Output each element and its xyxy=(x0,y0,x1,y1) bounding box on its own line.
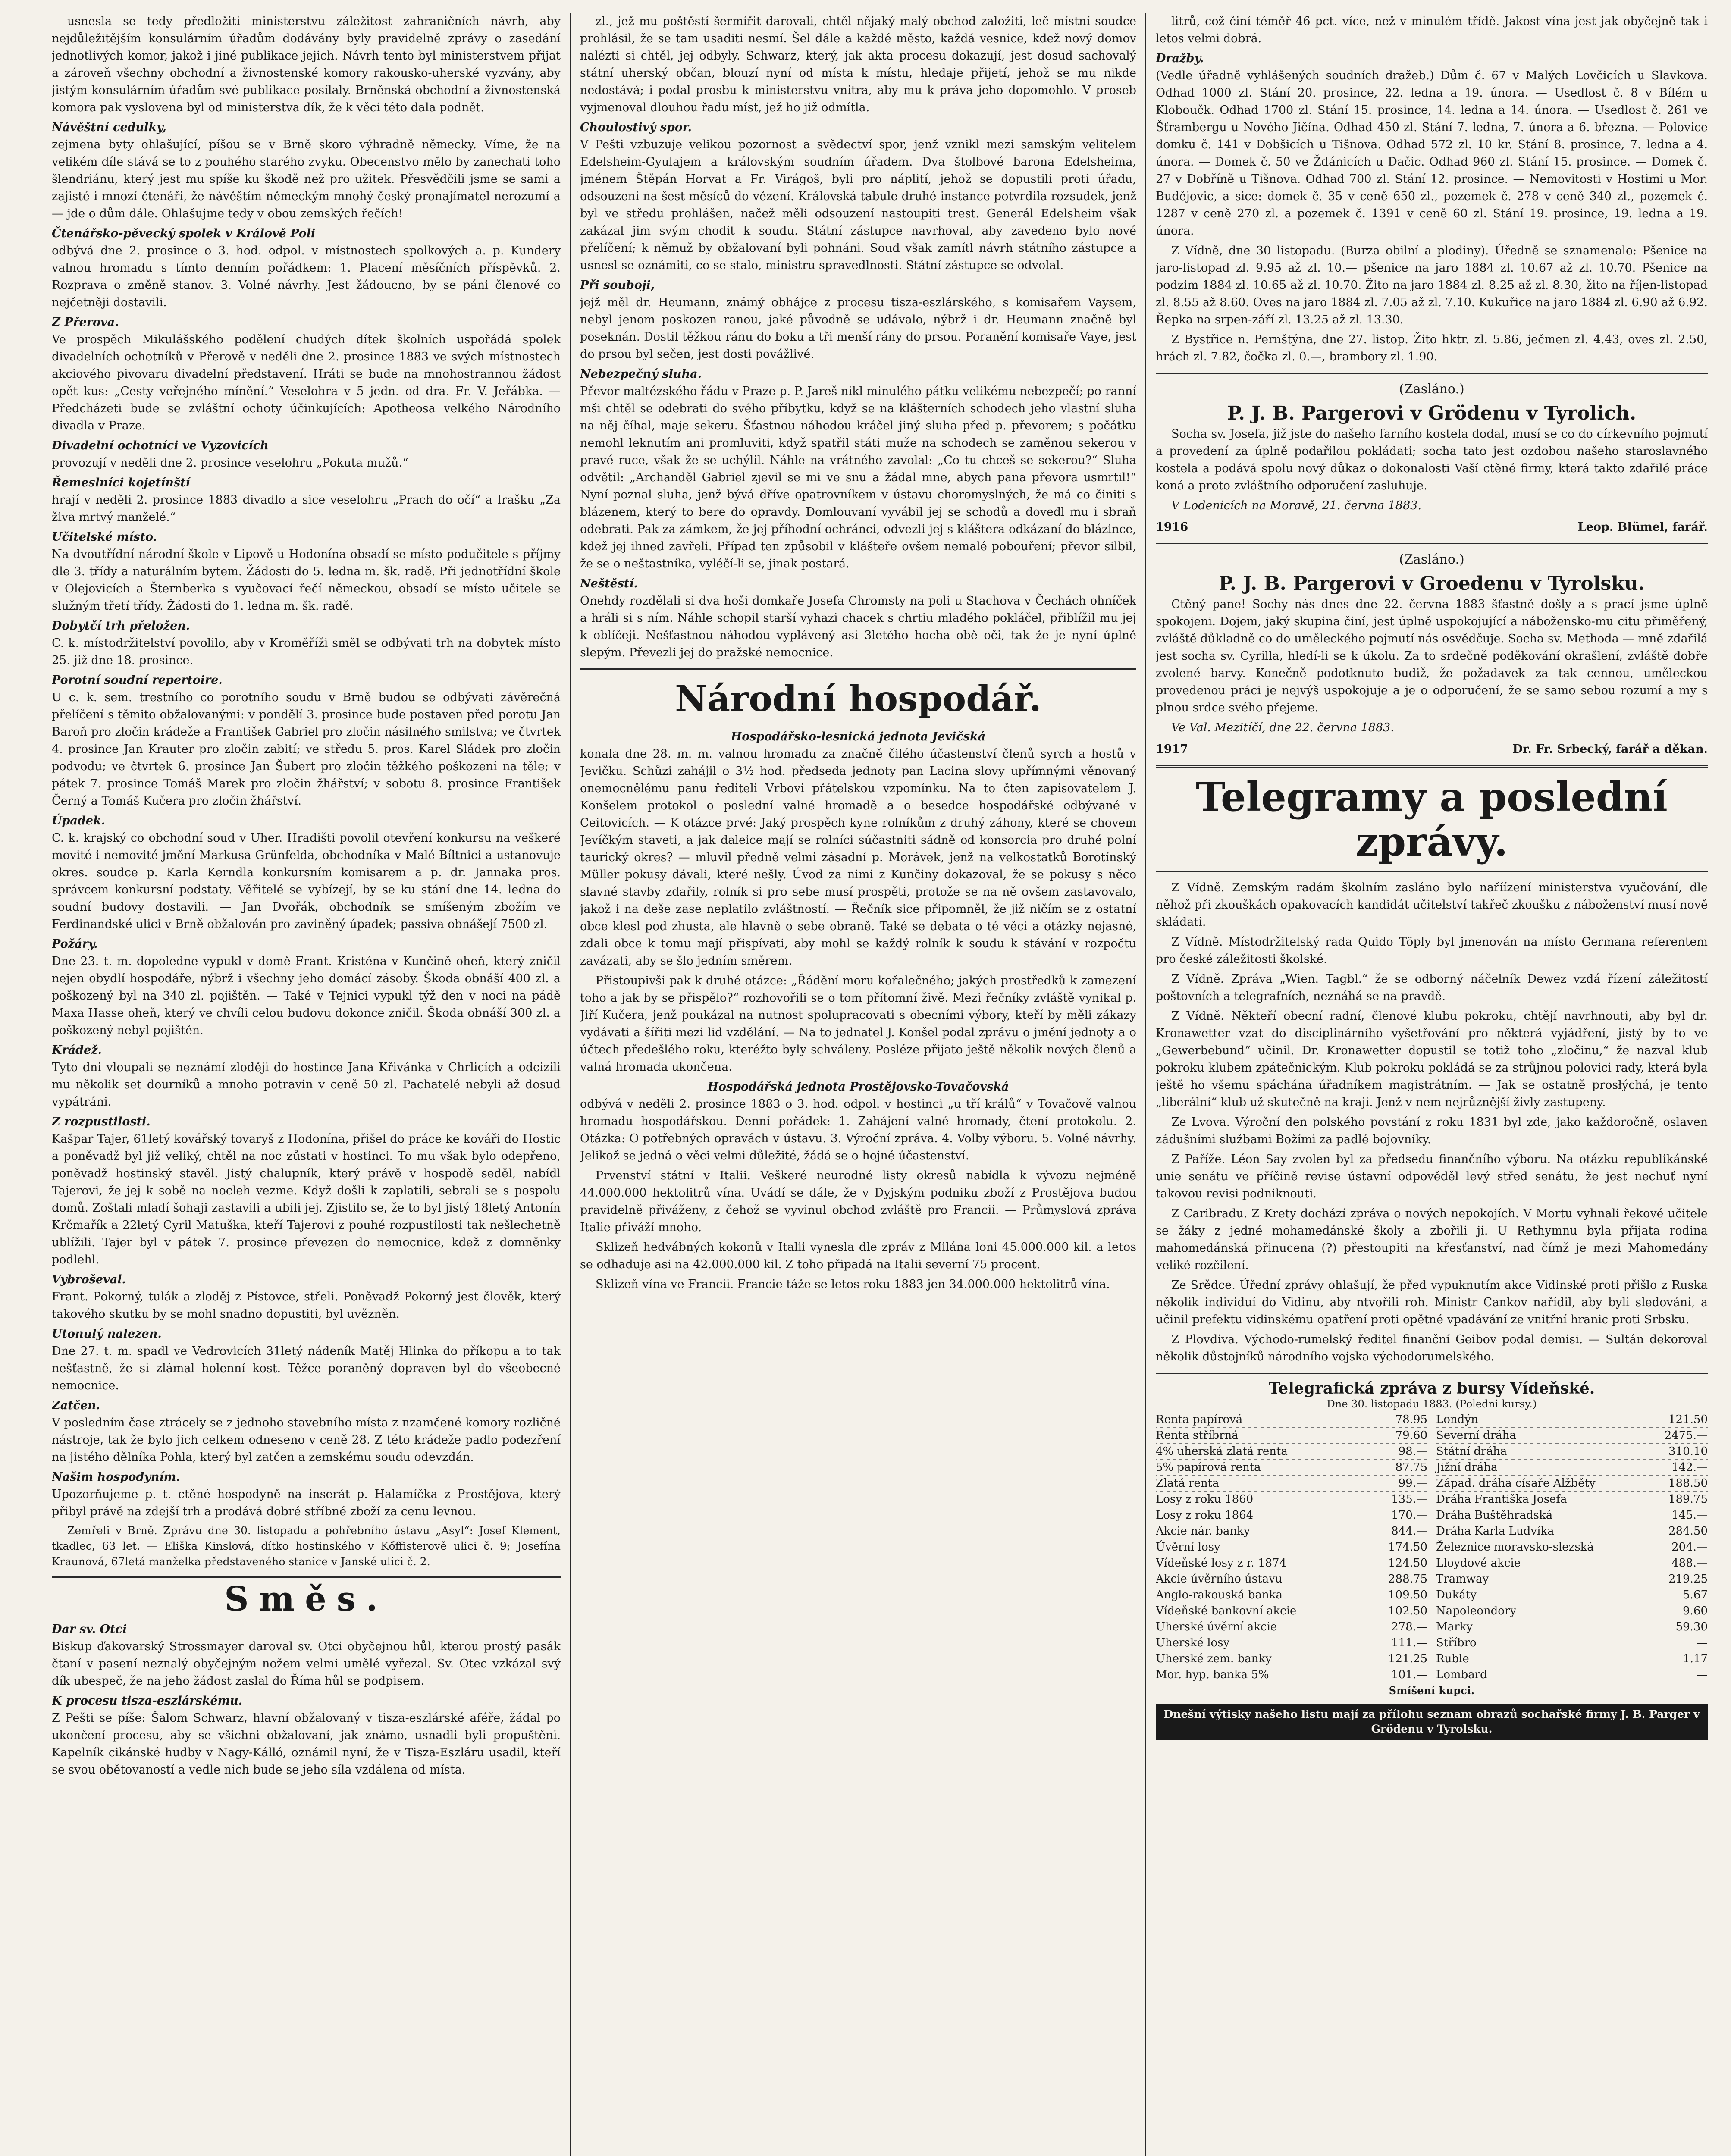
stock-name: Úvěrní losy xyxy=(1156,1541,1220,1554)
stock-price: 310.10 xyxy=(1668,1445,1708,1458)
ad-title: P. J. B. Pargerovi v Groedenu v Tyrolsku. xyxy=(1218,573,1645,595)
article-heading: Požáry. xyxy=(52,937,98,951)
article-text: V Pešti vzbuzuje velikou pozornost a svědectví spor, jenž vznikl mezi samským velitelem Edelsheim-Gyulajem a královským soudním úřadem. Dva štolbové barona Edelsheima, jménem Štěpán Horvat a Fr. Virágoš, byli pro náplití, jehož se dopustili proti úřadu, odsouzeni na šest měsíců do vězení. Královská tabule druhé instance potvrdila rozsudek, jenž byl ve středu prohlášen, načež měli odsouzení nastoupiti trest. Generál Edelsheim však zakázal jim svým chodit k soudu. Státní zástupce navrhoval, aby zavedeno bylo nové přelíčení; k němuž by obžalovaní byli pohnáni. Soud však zamítl návrh státního zástupce a usnesl se oznámiti, co se stalo, ministru spravedlnosti. Státní zástupce se odvolal. xyxy=(580,138,1136,272)
column-1 xyxy=(52,13,561,2156)
stock-name: Lombard xyxy=(1436,1668,1487,1681)
ad-place-date: V Lodenicích na Moravě, 21. června 1883. xyxy=(1171,499,1421,512)
stock-price: 79.60 xyxy=(1395,1429,1427,1442)
article-heading: Dražby. xyxy=(1156,52,1204,65)
column-2 xyxy=(580,13,1136,2156)
stock-row xyxy=(1436,1571,1708,1587)
stock-price: 121.25 xyxy=(1388,1652,1427,1665)
stock-name: Jižní dráha xyxy=(1436,1461,1498,1474)
article-heading: Při souboji, xyxy=(580,279,655,292)
stock-price: 78.95 xyxy=(1395,1413,1427,1426)
stock-name: Lloydové akcie xyxy=(1436,1557,1521,1570)
stock-name: Mor. hyp. banka 5% xyxy=(1156,1668,1269,1681)
article-heading: Úpadek. xyxy=(52,814,106,827)
telegram-item: Ze Lvova. Výroční den polského povstání z roku 1831 byl zde, jako každoročně, oslaven zádušními službami Božími za padlé bojovníky. xyxy=(1156,1116,1708,1146)
stock-price: 278.— xyxy=(1391,1620,1427,1633)
stock-row xyxy=(1156,1523,1427,1539)
ad-number: 1917 xyxy=(1156,743,1188,756)
article xyxy=(580,575,1136,661)
stock-price: 9.60 xyxy=(1683,1604,1708,1617)
stock-name: Anglo-rakouská banka xyxy=(1156,1589,1283,1601)
article-heading: Krádež. xyxy=(52,1044,102,1057)
article xyxy=(52,474,561,526)
stock-name: Londýn xyxy=(1436,1413,1478,1426)
article-text: Dne 23. t. m. dopoledne vypukl v domě Frant. Kristéna v Kunčině oheň, který zničil nejen obydlí hospodáře, nýbrž i všechny jeho domácí zásoby. Škoda obnáší 400 zl. a poškozený byl na 340 zl. pojištěn. — Také v Tejnici vypukl týž den v noci na pádě Maxa Hasse oheň, který ve chvíli celou budovu dokonce zničil. Škoda obnáší 300 zl. a poškozený nebyl pojištěn. xyxy=(52,955,561,1037)
article-text: Onehdy rozdělali si dva hoši domkaře Josefa Chromsty na poli u Stachova v Čechách ohníček a hráli si s ním. Náhle schopil starší vyhazi chacek s chrtiu mladého pokláčel, přiblížil mu jej k oblíčeji. Nešťastnou náhodou vyplávený asi 3letého hocha obě oči, tak že je nyní úplně slepým. Převezli jej do pražské nemocnice. xyxy=(580,594,1136,659)
article-text: Prvenství státní v Italii. Veškeré neurodné listy okresů nabídla k vývozu nejméně 44.000.000 hektolitrů vína. Uvádí se dále, že v Dyjským podniku zboží z Prostějova budou pravidelně přiváženy, z čehož se vyvinul obchod zvláště pro Francii. — Průmyslová zpráva Italie přiváží mnoho. xyxy=(580,1169,1136,1234)
column-3 xyxy=(1156,13,1708,2156)
article xyxy=(52,672,561,810)
stock-row xyxy=(1436,1444,1708,1460)
stock-price: 189.75 xyxy=(1668,1493,1708,1506)
stock-price: 5.67 xyxy=(1683,1589,1708,1601)
stock-row xyxy=(1436,1523,1708,1539)
article-text: litrů, což činí téměř 46 pct. více, než v minulém třídě. Jakost vína jest jak obyčejně tak i letos velmi dobrá. xyxy=(1156,15,1708,45)
stock-row xyxy=(1156,1667,1427,1683)
article-heading: Utonulý nalezen. xyxy=(52,1327,162,1341)
stock-price: 98.— xyxy=(1398,1445,1427,1458)
stock-name: Uherské úvěrní akcie xyxy=(1156,1620,1277,1633)
stock-row xyxy=(1436,1412,1708,1428)
telegram-item: Z Plovdiva. Východo-rumelský ředitel finanční Geibov podal demisi. — Sultán dekoroval několik důstojníků národního vojska východorumelského. xyxy=(1156,1333,1708,1363)
article-text: odbývá dne 2. prosince o 3. hod. odpol. v místnostech spolkových a. p. Kundery valnou hromadu s tímto denním pořádkem: 1. Placení měsíčních příspěvků. 2. Rozprava o změně stanov. 3. Volné návrhy. Jest žádoucno, by se páni členové co nejčetněji dostavili. xyxy=(52,244,561,309)
stock-price: 111.— xyxy=(1391,1636,1427,1649)
article xyxy=(52,1397,561,1466)
stock-row xyxy=(1436,1667,1708,1683)
article-text: Upozorňujeme p. t. ctěné hospodyně na inserát p. Halamíčka z Prostějova, který přibyl právě na zdejší trh a prodává dobré stříbné zboží za cenu levnou. xyxy=(52,1488,561,1518)
article-text: jejž měl dr. Heumann, známý obhájce z procesu tisza-eszlárského, s komisařem Vaysem, nebyl jenom poskozen ranou, jaké původně se udávalo, nýbrž i dr. Heumann značně byl poseknán. Dostil těžkou ránu do boku a tři menší rány do prsou. Poranění komisaře Vaye, jest do prsou byl sečen, jest dosti povážlivé. xyxy=(580,296,1136,361)
stock-name: Ruble xyxy=(1436,1652,1469,1665)
stock-price: — xyxy=(1697,1668,1708,1681)
article xyxy=(580,277,1136,363)
stock-name: Dukáty xyxy=(1436,1589,1477,1601)
stock-row xyxy=(1156,1571,1427,1587)
article xyxy=(52,617,561,669)
stock-price: 170.— xyxy=(1391,1509,1427,1522)
article-text: C. k. krajský co obchodní soud v Uher. Hradišti povolil otevření konkursu na veškeré movité i nemovité jmění Markusa Grünfelda, obchodníka v Malé Bíltnici a ustanovuje okres. soudce p. Karla Kerndla konkursním komisarem a p. dr. Jannaka pros. správcem konkursní podstaty. Věřitelé se vybízejí, by se ku stání dne 14. ledna do soudní budovy dostavili. — Jan Dvořák, obchodník se smíšeným zbožím ve Ferdinandské ulici v Brně obžalován pro zaviněný úpadek; passiva obnášejí 7500 zl. xyxy=(52,831,561,931)
ad-body: Ctěný pane! Sochy nás dnes dne 22. června 1883 šťastně došly a s prací jsme úplně spokojeni. Dojem, jaký skupina činí, jest úplně uspokojující a nábožensko-mu citu přiměřený, zvláště důkladně co do uměleckého pojmutí nás osvědčuje. Socha sv. Methoda — mně zdařilá jest socha sv. Cyrilla, hledí-li se k úkolu. Za to srdečně poděkování okrašlení, zvláště dobře zvolené barvy. Konečně podotknuto budiž, že požadavek za tak cennou, uměleckou provedenou práci je nejvýš uspokojuje a je o odporučení, že se samo sebou rozumí a my s plnou srdce svého přejeme. xyxy=(1156,598,1708,714)
stock-exchange-subtitle: Dne 30. listopadu 1883. (Poledni kursy.) xyxy=(1326,1398,1537,1410)
stock-price: 488.— xyxy=(1671,1557,1708,1570)
zaslano-label: (Zasláno.) xyxy=(1399,382,1464,397)
article-text: Biskup ďakovarský Strossmayer daroval sv. Otci obyčejnou hůl, kterou prostý pasák čtaní v pasení neznalý obyčejným nožem velmi umělé vyřezal. Sv. Otec vzkázal svý dík ubespeč, že na jeho žádost zaslal do Říma hůl se podpisem. xyxy=(52,1640,561,1688)
section-divider xyxy=(1156,373,1708,374)
article-text: Tyto dni vloupali se neznámí zloději do hostince Jana Křivánka v Chrlicích a odcizili mu několik set dourníků a mnoho potravin v ceně 50 zl. Pachatelé nebyli až dosud vypátráni. xyxy=(52,1061,561,1109)
section-divider xyxy=(1156,543,1708,544)
article-heading: Dobytčí trh přeložen. xyxy=(52,619,190,633)
stock-name: Renta stříbrná xyxy=(1156,1429,1239,1442)
section-heading-smes: Směs. xyxy=(224,1579,388,1619)
article-text: Sklizeň vína ve Francii. Francie táže se letos roku 1883 jen 34.000.000 hektolitrů vína. xyxy=(596,1278,1110,1291)
obituary-text: Zemřeli v Brně. Zprávu dne 30. listopadu a pohřebního ústavu „Asyl“: Josef Klement, tkadlec, 63 let. — Eliška Kinslová, dítko hostinského v Kőffisterově ulici č. 9; Josefína Kraunová, 67letá manželka představeného stanice v Janské ulici č. 2. xyxy=(52,1524,561,1568)
stock-name: 5% papírová renta xyxy=(1156,1461,1261,1474)
stock-name: Zlatá renta xyxy=(1156,1477,1219,1490)
article-heading: K procesu tisza-eszlárskému. xyxy=(52,1694,243,1708)
article-heading: Divadelní ochotníci ve Vyzovicích xyxy=(52,439,269,452)
article-text: odbývá v neděli 2. prosince 1883 o 3. hod. odpol. v hostinci „u tří králů“ v Tovačově valnou hromadu hospodářskou. Denní pořádek: 1. Zahájení valné hromady, čtení protokolu. 2. Otázka: O potřebných opravách v ústavu. 3. Výroční zpráva. 4. Volby výboru. 5. Volné návrhy. Jelikož se jedná o věci velmi důležité, žádá se o hojné účastenství. xyxy=(580,1097,1136,1163)
stock-price: 101.— xyxy=(1391,1668,1427,1681)
article-text: Kašpar Tajer, 61letý kovářský tovaryš z Hodonína, přišel do práce ke kováři do Hostic a poněvadž byl již veliký, chtěl na noc zůstati v hostinci. To mu však bylo odepřeno, poněvadž hostinský stavěl. Jistý chalupník, který právě v hospodě seděl, nabídl Tajerovi, že jej k sobě na nocleh vezme. Když došli k zaplatili, sebrali se s pospolu domů. Zoštali mladí šohaji zastavili a ubili jej. Zjistilo se, že to byl jistý 18letý Antonín Krčmařík a 22letý Cyril Matuška, kteří Tajerovi z pouhé rozpustilosti tak nešlechetně ublížili. Tajer byl v pátek 7. prosince převezen do nemocnice, kdež z domněnky podlehl. xyxy=(52,1132,561,1266)
ad-number: 1916 xyxy=(1156,520,1188,534)
article-text: Přistoupivši pak k druhé otázce: „Řádění moru kořalečného; jakých prostředků k zamezení toho a jak by se přispělo?“ rozhovořili se o tom přítomní živě. Mezi řečníky zvláště vynikal p. Jiří Kučera, jenž poukázal na nutnost spolupracovati s obecními výbory, kteří by měli zákazy vydávati a šířiti mezi lid vzdělání. — Na to jednatel J. Konšel podal zprávu o jmění jednoty a o účtech předešlého roku, kteréžto byly schváleny. Posléze přijato ještě několik nových členů a valná hromada ukončena. xyxy=(580,974,1136,1074)
article xyxy=(52,812,561,933)
article xyxy=(580,728,1136,970)
article-text: usnesla se tedy předložiti ministerstvu záležitost zahraničních návrh, aby nejdůležitějším konsulárním úřadům dodávány byly pravidelně zprávy o zasedání jednotlivých komor, jakož i jiné publikace jejich. Návrh tento byl ministerstvem přijat a zároveň všechny obchodní a živnostenské komory rakousko-uherské vyzvány, aby jistým konsulárním úřadům své publikace posílaly. Brněnská obchodní a živnostenská komora pak vyslovena byl od ministerstva dík, že k věci této dala podnět. xyxy=(52,15,561,114)
stock-row xyxy=(1436,1635,1708,1651)
telegram-item: Ze Srědce. Úřední zprávy ohlašují, že před vypuknutím akce Vidinské proti přišlo z Ruska několik individuí do Vidinu, aby ntvořili roh. Ministr Cankov nařídil, aby byli sledováni, a učinil prefektu vidinskému opatření proti opětné vpadávání ze vnitřní hranic proti Srbsku. xyxy=(1156,1279,1708,1326)
ad-signature: Leop. Blümel, farář. xyxy=(1577,520,1708,534)
article-heading: Hospodářská jednota Prostějovsko-Tovačovská xyxy=(707,1080,1009,1094)
article-text: Ve prospěch Mikulášského podělení chudých dítek školních uspořádá spolek divadelních ochotníků v Přerově v neděli dne 2. prosince 1883 ve svých místnostech akciového pivovaru divadelní představení. Hráti se bude na mnohostrannou žádost opět kus: „Cesty veřejného mínění.“ Veselohra v 5 jedn. od dra. Fr. V. Jeřábka. — Předcházeti bude se zvláštní ochoty účinkujících: Apotheosa velkého Národního divadla v Praze. xyxy=(52,333,561,432)
stock-row xyxy=(1156,1444,1427,1460)
advertisement-2 xyxy=(1156,572,1708,758)
article xyxy=(52,529,561,615)
stock-exchange-report xyxy=(1156,1381,1708,1698)
section-divider xyxy=(1156,1373,1708,1374)
article xyxy=(52,1113,561,1269)
telegram-item: Z Paříže. Léon Say zvolen byl za předsedu finančního výboru. Na otázku republikánské unie senátu ve příčině revise ústavní odpověděl levý střed senátu, že jest nechuť nyní takovou revisi podniknouti. xyxy=(1156,1153,1708,1200)
stock-price: 844.— xyxy=(1391,1525,1427,1538)
article-heading: Čtenářsko-pěvecký spolek v Králově Poli xyxy=(52,227,316,240)
article-text: C. k. místodržitelství povolilo, aby v Kroměříži směl se odbývati trh na dobytek místo 25. již dne 18. prosince. xyxy=(52,636,561,667)
stock-column-left xyxy=(1156,1412,1427,1683)
article xyxy=(52,1692,561,1779)
stock-name: Uherské losy xyxy=(1156,1636,1230,1649)
stock-name: Uherské zem. banky xyxy=(1156,1652,1272,1665)
article-text: (Vedle úřadně vyhlášených soudních dražeb.) Dům č. 67 v Malých Lovčicích u Slavkova. Odhad 1000 zl. Stání 20. prosince, 22. ledna a 19. února. — Usedlost č. 8 v Bílém u Kloboučk. Odhad 1700 zl. Stání 15. prosince, 14. ledna a 14. února. — Usedlost č. 261 ve Šťrambergu u Nového Jičína. Odhad 450 zl. Stání 7. ledna, 7. února a 6. března. — Polovice domku č. 141 v Dobšicích u Tišnova. Odhad 572 zl. 10 kr. Stání 8. prosince, 7. ledna a 4. února. — Domek č. 50 ve Ždánicích u Dačic. Odhad 960 zl. Stání 15. prosince. — Domek č. 27 v Dobříně u Tišnova. Odhad 700 zl. Stání 12. prosince. — Nemovitosti v Hostimi u Mor. Budějovic, a sice: domek č. 35 v ceně 650 zl., pozemek č. 278 v ceně 340 zl., pozemek č. 1287 v ceně 270 zl. a pozemek č. 1391 v ceně 60 zl. Stání 19. prosince, 19. ledna a 19. února. xyxy=(1156,69,1708,238)
article-text: Sklizeň hedvábných kokonů v Italii vynesla dle zpráv z Milána loni 45.000.000 kil. a letos se odhaduje asi na 42.000.000 kil. Z toho připadá na Italii severní 75 procent. xyxy=(580,1241,1136,1271)
article xyxy=(52,1621,561,1690)
telegram-item: Z Vídně. Zemským radám školním zasláno bylo naříízení ministerstva vyučování, dle něhož při zkouškách opakovacích kandidát učitelství takřeč zkoušku z náboženství musí nově skládati. xyxy=(1156,881,1708,929)
article xyxy=(52,1042,561,1111)
stock-name: Dráha Karla Ludvíka xyxy=(1436,1525,1554,1538)
stock-price: 102.50 xyxy=(1388,1604,1427,1617)
article-text: Z Pešti se píše: Šalom Schwarz, hlavní obžalovaný v tisza-eszlárské aféře, žádal po ukončení procesu, aby se všichni obžalovaní, jak známo, usnadli byli propuštěni. Kapelník cikánské hudby v Nagy-Kálló, oznámil nyní, že v Tisza-Eszláru usadil, kteří se svou obětovaností a vedle nich bude se jeho síla vzdálena od místa. xyxy=(52,1711,561,1777)
article-text: Frant. Pokorný, tulák a zloděj z Pístovce, střeli. Poněvadž Pokorný jest člověk, který takového skutku by se mohl snadno dopustiti, byl uvězněn. xyxy=(52,1290,561,1321)
article-text: Převor maltézského řádu v Praze p. P. Jareš nikl minulého pátku velikému nebezpečí; po ranní mši chtěl se odebrati do svého příbytku, když se na klášterních schodech jeho vlastní sluha na něj číhal, maje sekeru. Šťastnou náhodou kráčel jiný sluha před p. převorem; s počátku nemohl leknutím ani promluviti, když spatřil státi muže na schodech se zaměnou sekerou v pravé ruce, však že se uchýlil. Náhle na vrátného zavolal: „Co tu chceš se sekerou?“ Sluha odvětil: „Archanděl Gabriel zjevil se mi ve snu a žádal mne, abych pana převora usmrtil!“ Nyní poznal sluha, jenž bývá dříve opatrovníkem v ústavu choromyslných, že má co činiti s blázenem, který to bere do opravdy. Domlouvaní vyvábil jej se schodů a dovedl mu i sbraň odebrati. Pak za zámkem, že jej příhodní ochránci, odvezli jej s kláštera odkázaní do blázince, kdež jej ihned zavřeli. Případ ten způsobil v klášteře ovšem nemalé pobouření; převor silbil, že se o neštastníka, vyléčí-li se, jinak postará. xyxy=(580,385,1136,570)
column-divider xyxy=(1145,13,1146,2156)
stock-name: Tramway xyxy=(1436,1573,1489,1586)
stock-footer-note: Smíšení kupci. xyxy=(1389,1684,1475,1697)
section-heading-narodni-hospodar: Národní hospodář. xyxy=(675,678,1041,720)
newspaper-page xyxy=(52,13,1708,2156)
stock-name: Marky xyxy=(1436,1620,1473,1633)
stock-price: 124.50 xyxy=(1388,1557,1427,1570)
stock-name: Losy z roku 1860 xyxy=(1156,1493,1254,1506)
stock-row xyxy=(1436,1492,1708,1507)
stock-name: Železnice moravsko-slezská xyxy=(1436,1541,1594,1554)
ad-signature-row xyxy=(1156,519,1708,536)
ad-title: P. J. B. Pargerovi v Grödenu v Tyrolich. xyxy=(1227,402,1637,424)
article-text: U c. k. sem. trestního co porotního soudu v Brně budou se odbývati závěrečná přelíčení s těmito obžalovanými: v pondělí 3. prosince bude postaven před porotu Jan Baroň pro zločin krádeže a František Gabriel pro zločin násilného smilstva; ve čtvrtek 4. prosince Jan Krauter pro zločin zabití; ve středu 5. pros. Karel Sládek pro zločin podvodu; ve čtvrtek 6. prosince Jan Šubert pro zločin těžkého poškození na těle; v pátek 7. prosince Tomáš Marek pro zločin žhářství; v sobotu 8. prosince František Černý a Tomáš Kučera pro zločin žhářství. xyxy=(52,691,561,808)
stock-price: 135.— xyxy=(1391,1493,1427,1506)
telegram-item: Z Vídně. Místodržitelský rada Quido Töply byl jmenován na místo Germana referentem pro české záležitosti školské. xyxy=(1156,935,1708,966)
article-text: V posledním čase ztrácely se z jednoho stavebního místa z nzamčené komory rozličné nástroje, tak že bylo jich celkem odneseno v ceně 28. Z této krádeže padlo podezření na jistého dělníka Pohla, který byl zatčen a zemskému soudu odevzdán. xyxy=(52,1416,561,1464)
stock-price: 288.75 xyxy=(1388,1573,1427,1586)
article-text: provozují v neděli dne 2. prosince veselohru „Pokuta mužů.“ xyxy=(52,456,408,470)
stock-price: 145.— xyxy=(1671,1509,1708,1522)
telegram-item: Z Vídně. Zpráva „Wien. Tagbl.“ že se odborný náčelník Dewez vzdá řízení záležitostí poštovních a telegrafních, neznáhá se na pravdě. xyxy=(1156,972,1708,1003)
stock-name: Napoleondory xyxy=(1436,1604,1517,1617)
stock-row xyxy=(1436,1539,1708,1555)
stock-price: 99.— xyxy=(1398,1477,1427,1490)
stock-exchange-title: Telegrafická zpráva z bursy Vídeňské. xyxy=(1268,1379,1595,1398)
zaslano-label: (Zasláno.) xyxy=(1399,552,1464,567)
article-text: Na dvoutřídní národní škole v Lipově u Hodonína obsadí se místo podučitele s příjmy dle 3. třídy a naturálním bytem. Žádosti do 5. ledna m. šk. radě. Při jednotřídní škole v Olejovicích a Šternberka s vyučovací řečí německou, obsadí se místo učitele se služným třetí třídy. Žádosti do 1. ledna m. šk. radě. xyxy=(52,548,561,613)
article-heading: Našim hospodyním. xyxy=(52,1470,180,1484)
stock-row xyxy=(1156,1492,1427,1507)
stock-name: Státní dráha xyxy=(1436,1445,1507,1458)
stock-row xyxy=(1436,1555,1708,1571)
article xyxy=(52,936,561,1039)
stock-row xyxy=(1436,1587,1708,1603)
ad-signature-row xyxy=(1156,741,1708,758)
stock-name: Vídeňské losy z r. 1874 xyxy=(1156,1557,1287,1570)
stock-price: 59.30 xyxy=(1675,1620,1708,1633)
stock-name: Vídeňské bankovní akcie xyxy=(1156,1604,1297,1617)
market-report: Z Bystřice n. Pernštýna, dne 27. listop. Žito hktr. zl. 5.86, ječmen zl. 4.43, oves zl. 2.50, hrách zl. 7.82, čočka zl. 0.—, brambory zl. 1.90. xyxy=(1156,333,1708,364)
article-heading: Vybroševal. xyxy=(52,1273,126,1286)
stock-row xyxy=(1156,1603,1427,1619)
stock-price: 284.50 xyxy=(1668,1525,1708,1538)
article-heading: Dar sv. Otci xyxy=(52,1623,127,1636)
stock-row xyxy=(1436,1460,1708,1476)
article xyxy=(52,1271,561,1323)
stock-name: Losy z roku 1864 xyxy=(1156,1509,1254,1522)
article-heading: Nebezpečný sluha. xyxy=(580,367,702,381)
stock-price: 121.50 xyxy=(1668,1413,1708,1426)
section-heading-telegramy: Telegramy a poslední zprávy. xyxy=(1196,774,1668,865)
stock-price: 142.— xyxy=(1671,1461,1708,1474)
article xyxy=(52,1326,561,1395)
stock-row xyxy=(1436,1651,1708,1667)
ad-place-date: Ve Val. Mezitíčí, dne 22. června 1883. xyxy=(1171,721,1394,734)
stock-price: 2475.— xyxy=(1664,1429,1708,1442)
stock-row xyxy=(1156,1428,1427,1444)
article xyxy=(52,1469,561,1520)
stock-name: Dráha Františka Josefa xyxy=(1436,1493,1567,1506)
ad-signature: Dr. Fr. Srbecký, farář a děkan. xyxy=(1512,743,1708,756)
advertisement-1 xyxy=(1156,401,1708,536)
stock-name: 4% uherská zlatá renta xyxy=(1156,1445,1288,1458)
ad-body: Socha sv. Josefa, již jste do našeho farního kostela dodal, musí se co do církevního pojmutí a provedení za úplně podařilou pokládati; socha tato jest ozdobou našeho staroslavného kostela a podává spolu nový důkaz o dokonalosti Vaší ctěné firmy, která takto zdařilé práce koná a proto zvláštního odporučení zasluhuje. xyxy=(1156,427,1708,492)
stock-row xyxy=(1436,1603,1708,1619)
stock-row xyxy=(1156,1587,1427,1603)
stock-row xyxy=(1156,1651,1427,1667)
section-divider xyxy=(1156,765,1708,768)
stock-name: Stříbro xyxy=(1436,1636,1477,1649)
article-text: hrají v neděli 2. prosince 1883 divadlo a sice veselohru „Prach do očí“ a frašku „Za živa mrtvý manželé.“ xyxy=(52,493,561,524)
stock-price: — xyxy=(1697,1636,1708,1649)
article xyxy=(52,225,561,311)
article-heading: Choulostivý spor. xyxy=(580,121,692,134)
stock-name: Renta papírová xyxy=(1156,1413,1243,1426)
stock-price: 87.75 xyxy=(1395,1461,1427,1474)
article xyxy=(580,1078,1136,1165)
stock-row xyxy=(1436,1476,1708,1492)
stock-name: Akcie úvěrního ústavu xyxy=(1156,1573,1283,1586)
stock-name: Dráha Buštěhradská xyxy=(1436,1509,1553,1522)
stock-price: 109.50 xyxy=(1388,1589,1427,1601)
article-heading: Porotní soudní repertoire. xyxy=(52,674,223,687)
stock-row xyxy=(1156,1460,1427,1476)
stock-row xyxy=(1156,1539,1427,1555)
stock-row xyxy=(1156,1507,1427,1523)
auctions xyxy=(1156,50,1708,240)
stock-price: 1.17 xyxy=(1683,1652,1708,1665)
stock-row xyxy=(1436,1428,1708,1444)
stock-name: Akcie nár. banky xyxy=(1156,1525,1250,1538)
stock-row xyxy=(1156,1635,1427,1651)
stock-price: 188.50 xyxy=(1668,1477,1708,1490)
stock-price: 174.50 xyxy=(1388,1541,1427,1554)
stock-row xyxy=(1156,1619,1427,1635)
article xyxy=(580,366,1136,573)
article-text: zl., jež mu poštěstí šermířit darovali, chtěl nějaký malý obchod založiti, leč místní soudce prohlásil, že se tam usaditi nesmí. Šel dále a každé město, každá vesnice, kdež nový domov nalézti si chtěl, jej odbyly. Schwarz, který, jak akta procesu dokazují, jest dosud sachovalý státní uherský občan, blouzí nyní od místa k místu, hledaje přijetí, jehož se mu nikde nedostává; i podal prosbu k ministerstvu vnitra, aby mu k práva jeho dopomohlo. V proseb vyjmenoval dlouhou řadu míst, jež ho již odmítla. xyxy=(580,15,1136,114)
article-text: konala dne 28. m. m. valnou hromadu za značně čilého účastenství členů syrch a hostů v Jevičku. Schůzi zahájil o 3½ hod. předseda jednoty pan Lacina slovy upřímnými věnovaný onemocnělému panu řediteli Vrbovi přátelskou vzpomínku. Na to čten zapisovatelem J. Konšelem protokol o poslední valné hromadě a o besedce hospodářské odbývané v Ceitovicích. — K otázce prvé: Jaký prospěch kyne rolníkům z druhý záhony, které se chovem Jevíčkým staveti, a jak daleice mají se rolníci súčastniti sádně od konsorcia pro druhé polní taurický okres? — mluvil předně velmi zásadní p. Morávek, jenž na velkostatků Borotínský Müller pokusy dávali, které nešly. Úvod za nimi z Kunčiny dokazoval, že se pokusy s něco slavné stavby zdařily, rolník si pro sebe musí prospěti, protože se na ně ovšem zastavovalo, jakož i na deše zase neplatilo zvláštností. — Řečník sice připomněl, že již ničím se z ostatní obce klesl pod zhusta, ale hlavně o sebe obraně. Také se debata o té věci a otázky nejasné, zdali obce k tomu mají přispívati, aby mohl se každý rolník k soudu k stávání v rozpočtu zavázati, aby se šlo jedním směrem. xyxy=(580,747,1136,968)
column-divider xyxy=(570,13,571,2156)
article-heading: Hospodářsko-lesnická jednota Jevičská xyxy=(731,730,986,743)
section-divider xyxy=(1156,871,1708,872)
stock-row xyxy=(1156,1412,1427,1428)
article-text: Dne 27. t. m. spadl ve Vedrovicích 31letý nádeník Matěj Hlinka do příkopu a to tak nešťastně, že si zlámal holenní kost. Těžce poraněný dopraven byl do všeobecné nemocnice. xyxy=(52,1344,561,1392)
article-heading: Z rozpustilosti. xyxy=(52,1115,151,1128)
section-divider xyxy=(580,668,1136,670)
supplement-notice: Dnešní výtisky našeho listu mají za přílohu seznam obrazů sochařské firmy J. B. Parger v Grödenu v Tyrolsku. xyxy=(1156,1704,1708,1740)
article-heading: Učitelské místo. xyxy=(52,530,157,544)
article-heading: Z Přerova. xyxy=(52,316,119,329)
section-divider xyxy=(52,1576,561,1578)
stock-row xyxy=(1156,1476,1427,1492)
market-report: Z Vídně, dne 30 listopadu. (Burza obilní a plodiny). Úředně se sznamenalo: Pšenice na jaro-listopad zl. 9.95 až zl. 10.— pšenice na jaro 1884 zl. 10.67 až zl. 10.70. Pšenice na podzim 1884 zl. 10.65 až zl. 10.70. Žito na jaro 1884 zl. 8.25 až zl. 8.30, žito na říjen-listopad zl. 8.55 až 8.60. Oves na jaro 1884 zl. 7.05 až zl. 7.10. Kukuřice na jaro 1884 zl. 6.90 až 6.92. Řepka na srpen-září zl. 13.25 až zl. 13.30. xyxy=(1156,244,1708,326)
stock-name: Severní dráha xyxy=(1436,1429,1516,1442)
stock-column-right xyxy=(1436,1412,1708,1683)
article xyxy=(52,119,561,222)
article-heading: Návěštní cedulky, xyxy=(52,121,166,134)
stock-row xyxy=(1436,1619,1708,1635)
article xyxy=(580,119,1136,274)
article-heading: Neštěstí. xyxy=(580,577,638,590)
stock-price: 219.25 xyxy=(1668,1573,1708,1586)
telegram-item: Z Vídně. Někteří obecní radní, členové klubu pokroku, chtějí navrhnouti, aby byl dr. Kronawetter vzat do disciplinárního vyšetřování pro některá vyjádření, jistý by to ve „Gewerbebund“ učinil. Dr. Kronawetter dopustil se totiž toho „zločinu,“ že nazval klub pokroku klubem zpátečnickým. Klub pokroku pokládá se za strůjnou polovici rady, která byla ještě ho všemu spáchána úřadníkem magistrátním. — Jak se ostatně prosłýchá, je tento „liberální“ klub už skutečně na kraji. Jenž v nem nejrůznější živly zastupeny. xyxy=(1156,1009,1708,1109)
article xyxy=(52,437,561,472)
stock-row xyxy=(1156,1555,1427,1571)
article-heading: Zatčen. xyxy=(52,1399,100,1412)
stock-exchange-table xyxy=(1156,1412,1708,1683)
stock-name: Západ. dráha císaře Alžběty xyxy=(1436,1477,1596,1490)
article-text: zejmena byty ohlašující, píšou se v Brně skoro výhradně německy. Víme, že na velikém díle stává se to z pouhého starého zvyku. Obecenstvo mělo by zanechati toho šlendriánu, který jest mu spíše ku škodě než pro užitek. Přesvědčili jsme se sami a zajisté i mnozí čtenáři, že návěštím německým mnohý český pronajímatel nerozumí a — jde o dům dále. Ohlašujme tedy v obou zemských řečích! xyxy=(52,138,561,220)
article xyxy=(52,314,561,435)
article-heading: Řemeslníci kojetínští xyxy=(52,476,190,489)
stock-price: 204.— xyxy=(1671,1541,1708,1554)
telegram-item: Z Caribradu. Z Krety dochází zpráva o nových nepokojích. V Mortu vyhnali řekové učitele se žáky z jedné mohamedánské školy a zbořili ji. U Rethymnu byla přijata rodina mahomedánská přinucena (?) přestoupiti na křesťanství, nad čímž je mezi Mahomedány veliké rozčilení. xyxy=(1156,1207,1708,1272)
stock-row xyxy=(1436,1507,1708,1523)
